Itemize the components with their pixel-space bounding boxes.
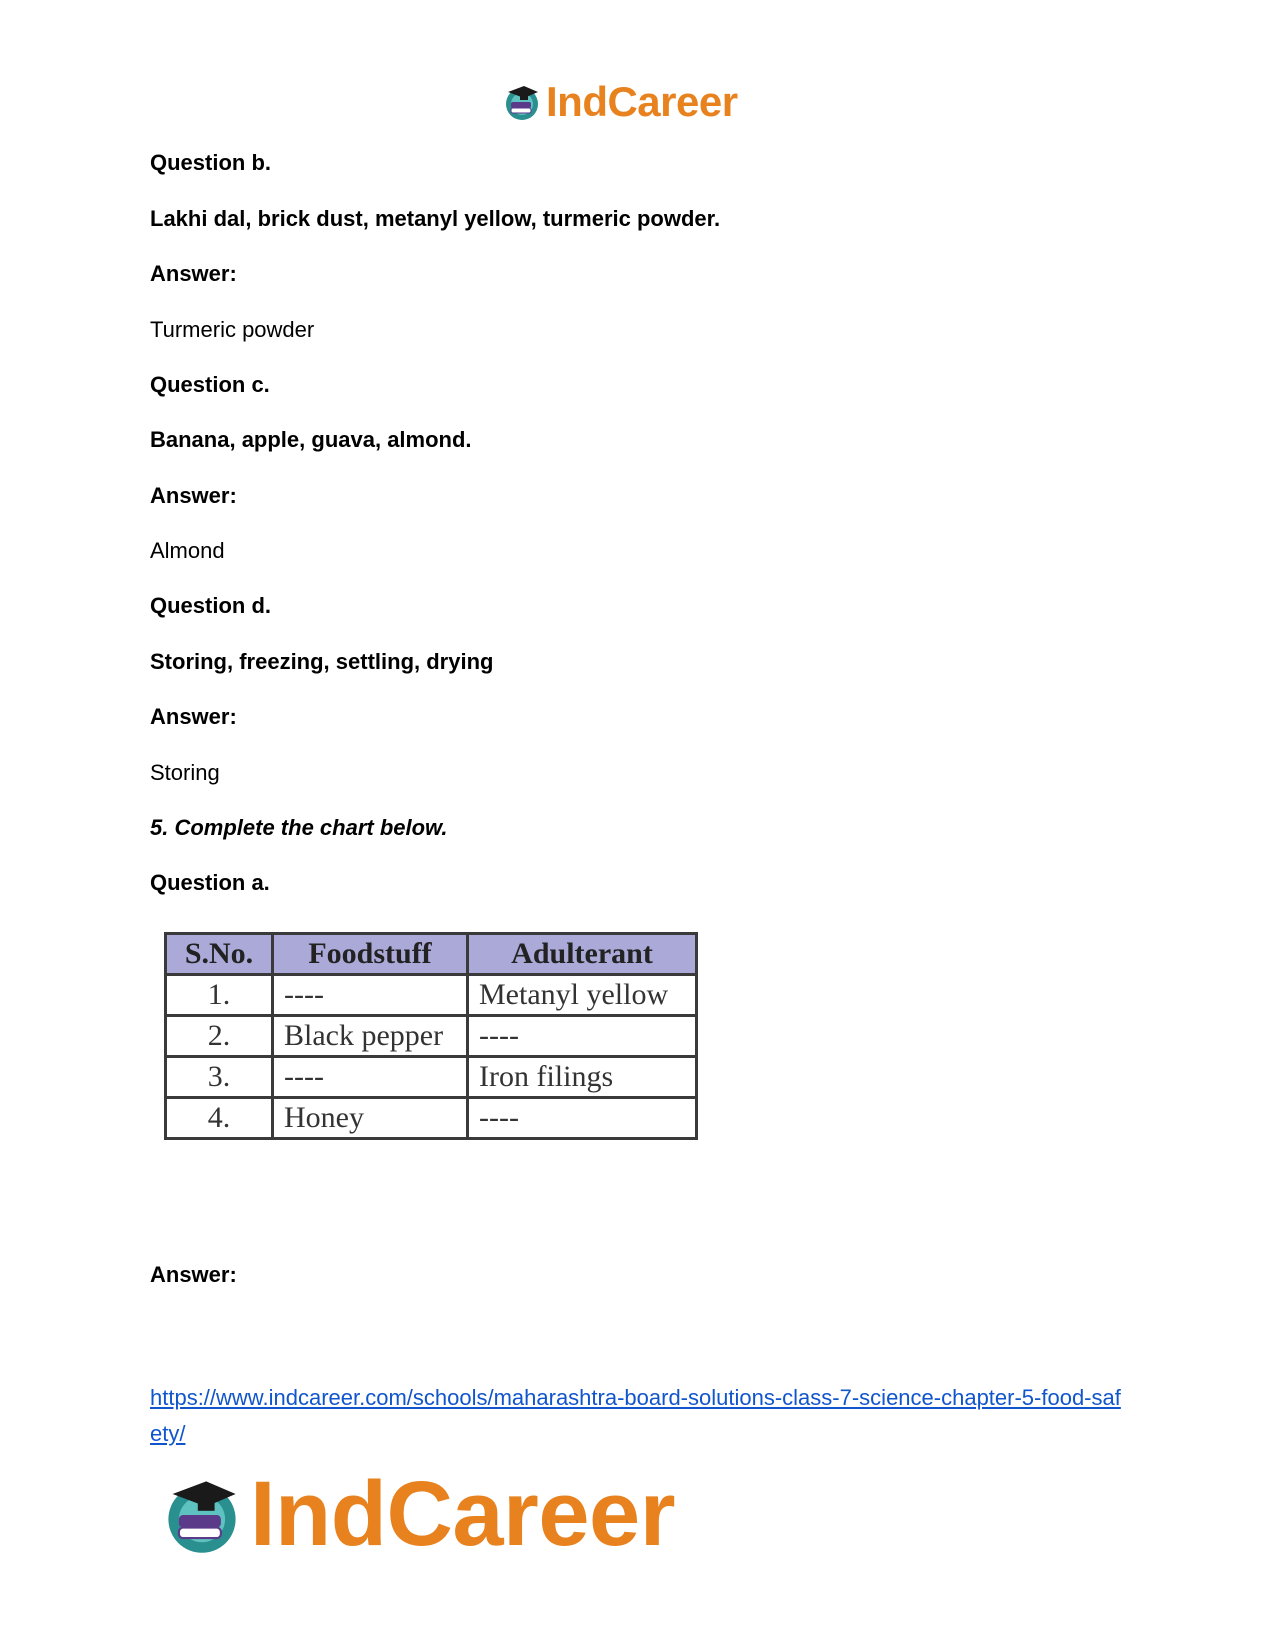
table-cell: 1. bbox=[166, 975, 273, 1016]
source-link[interactable]: https://www.indcareer.com/schools/maharashtra-board-solutions-class-7-science-chapter-5-food-safety/ bbox=[150, 1385, 1121, 1446]
table-cell: Metanyl yellow bbox=[468, 975, 697, 1016]
table-row bbox=[166, 1098, 697, 1139]
table-cell: ---- bbox=[468, 1098, 697, 1139]
table-row bbox=[166, 1016, 697, 1057]
question-b-text: Lakhi dal, brick dust, metanyl yellow, turmeric powder. bbox=[150, 206, 721, 231]
brand-name: IndCareer bbox=[546, 78, 738, 125]
answer-label: Answer: bbox=[150, 704, 237, 729]
graduation-cap-globe-icon bbox=[160, 1473, 244, 1557]
table-row bbox=[166, 975, 697, 1016]
question-b-label: Question b. bbox=[150, 150, 271, 175]
table-cell: Black pepper bbox=[273, 1016, 468, 1057]
table-cell: ---- bbox=[468, 1016, 697, 1057]
answer-text: Storing bbox=[150, 760, 220, 785]
answer-label: Answer: bbox=[150, 1262, 237, 1287]
question-c-text: Banana, apple, guava, almond. bbox=[150, 427, 472, 452]
question-a-label: Question a. bbox=[150, 870, 270, 895]
table-header-cell: Foodstuff bbox=[273, 934, 468, 975]
table-cell: 4. bbox=[166, 1098, 273, 1139]
table-header-cell: Adulterant bbox=[468, 934, 697, 975]
table-header-row bbox=[166, 934, 697, 975]
answer-label: Answer: bbox=[150, 261, 237, 286]
indcareer-logo-top bbox=[502, 78, 738, 126]
table-cell: ---- bbox=[273, 1057, 468, 1098]
section-heading: 5. Complete the chart below. bbox=[150, 815, 448, 840]
foodstuff-adulterant-table bbox=[164, 932, 698, 1140]
table-cell: 2. bbox=[166, 1016, 273, 1057]
brand-name: IndCareer bbox=[250, 1463, 675, 1565]
question-c-label: Question c. bbox=[150, 372, 270, 397]
table-cell: ---- bbox=[273, 975, 468, 1016]
table-cell: Honey bbox=[273, 1098, 468, 1139]
answer-text: Almond bbox=[150, 538, 225, 563]
graduation-cap-globe-icon bbox=[502, 82, 542, 122]
table-header-cell: S.No. bbox=[166, 934, 273, 975]
table-cell: 3. bbox=[166, 1057, 273, 1098]
indcareer-logo-bottom bbox=[160, 1462, 675, 1567]
table-row bbox=[166, 1057, 697, 1098]
question-d-text: Storing, freezing, settling, drying bbox=[150, 649, 494, 674]
answer-text: Turmeric powder bbox=[150, 317, 315, 342]
question-d-label: Question d. bbox=[150, 593, 271, 618]
table-cell: Iron filings bbox=[468, 1057, 697, 1098]
answer-label: Answer: bbox=[150, 483, 237, 508]
